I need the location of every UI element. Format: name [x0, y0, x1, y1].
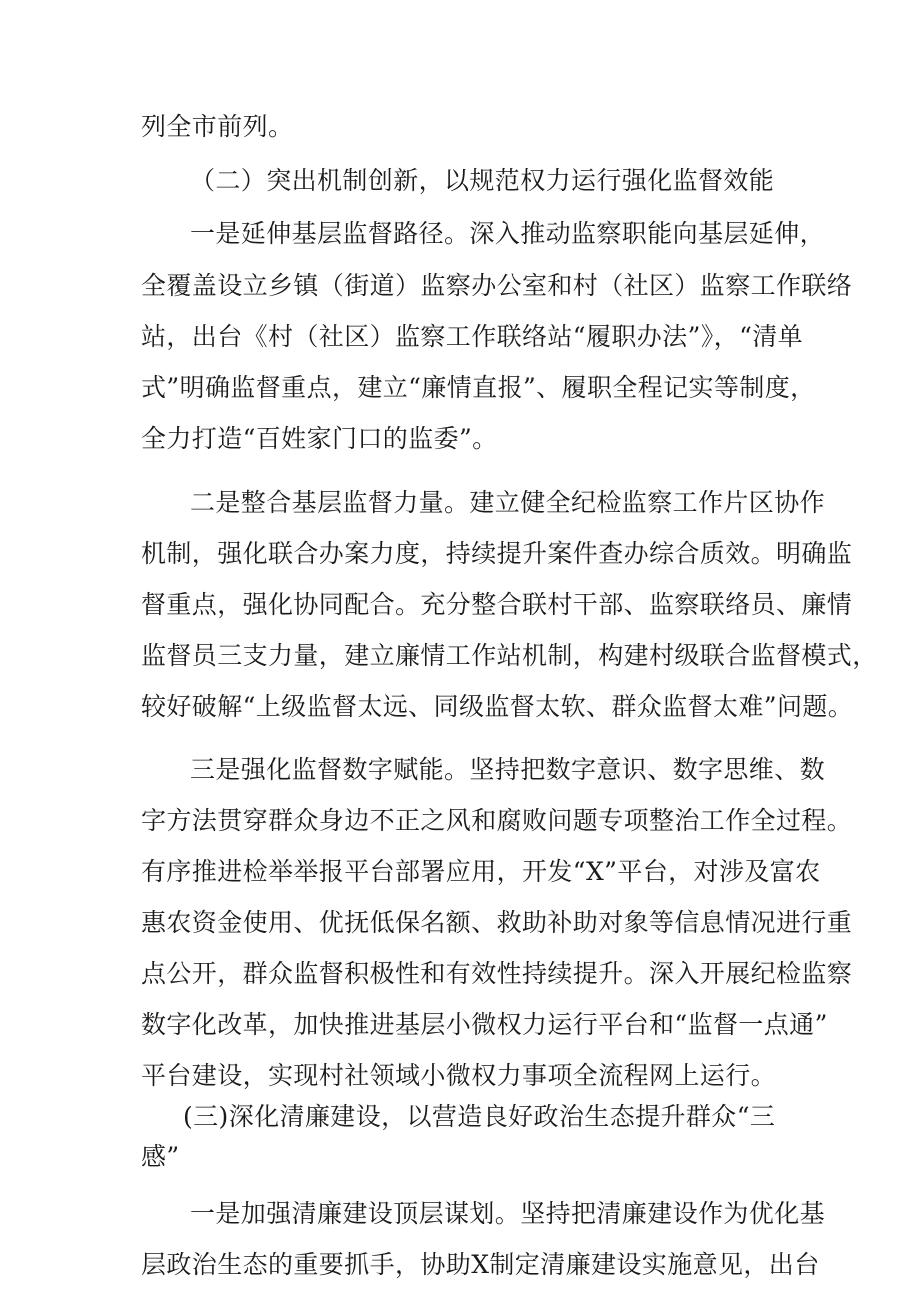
paragraph-line: 点公开，群众监督积极性和有效性持续提升。深入开展纪检监察 — [141, 959, 853, 988]
section-heading-continuation: 感” — [141, 1142, 180, 1171]
paragraph-line: 三是强化监督数字赋能。坚持把数字意识、数字思维、数 — [190, 755, 826, 784]
paragraph-line: 站，出台《村（社区）监察工作联络站“履职办法”》，“清单 — [141, 322, 804, 351]
paragraph-line: 二是整合基层监督力量。建立健全纪检监察工作片区协作 — [190, 488, 826, 517]
section-heading: (三)深化清廉建设，以营造良好政治生态提升群众“三 — [183, 1102, 776, 1131]
paragraph-line: 一是加强清廉建设顶层谋划。坚持把清廉建设作为优化基 — [190, 1199, 826, 1228]
paragraph-line: 全力打造“百姓家门口的监委”。 — [141, 424, 498, 453]
paragraph-line: 数字化改革，加快推进基层小微权力运行平台和“监督一点通” — [141, 1010, 828, 1039]
paragraph-line: 一是延伸基层监督路径。深入推动监察职能向基层延伸， — [190, 219, 826, 248]
paragraph-line: 监督员三支力量，建立廉情工作站机制，构建村级联合监督模式， — [141, 641, 878, 670]
paragraph-line: 督重点，强化协同配合。充分整合联村干部、监察联络员、廉情 — [141, 590, 853, 619]
paragraph-line: 全覆盖设立乡镇（街道）监察办公室和村（社区）监察工作联络 — [141, 271, 853, 300]
paragraph-line: 式”明确监督重点，建立“廉情直报”、履职全程记实等制度， — [141, 373, 816, 402]
paragraph-line: 较好破解“上级监督太远、同级监督太软、群众监督太难”问题。 — [141, 692, 854, 721]
paragraph-line: 惠农资金使用、优抚低保名额、救助补助对象等信息情况进行重 — [141, 908, 853, 937]
paragraph-line: 层政治生态的重要抓手，协助X制定清廉建设实施意见，出台 — [141, 1250, 820, 1279]
paragraph-line: 平台建设，实现村社领域小微权力事项全流程网上运行。 — [141, 1061, 777, 1090]
paragraph-line: 列全市前列。 — [141, 112, 294, 141]
paragraph-line: 机制，强化联合办案力度，持续提升案件查办综合质效。明确监 — [141, 539, 853, 568]
paragraph-line: 有序推进检举举报平台部署应用，开发“X”平台，对涉及富农 — [141, 857, 821, 886]
section-heading: （二）突出机制创新，以规范权力运行强化监督效能 — [190, 166, 775, 195]
paragraph-line: 字方法贯穿群众身边不正之风和腐败问题专项整治工作全过程。 — [141, 806, 853, 835]
